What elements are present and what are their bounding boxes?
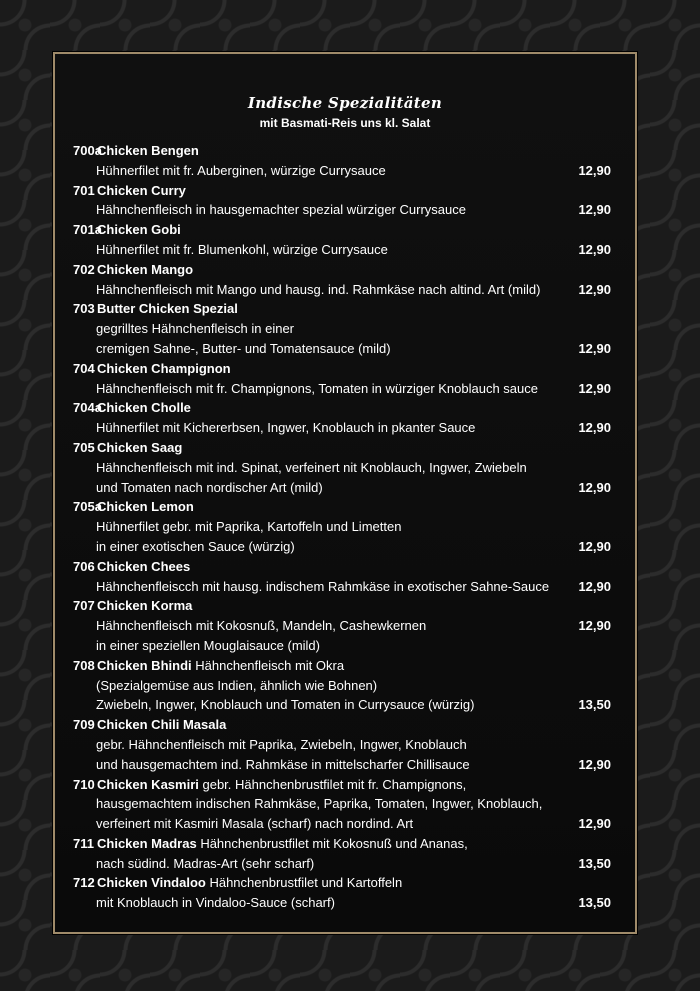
menu-item (73, 596, 613, 655)
item-description: (Spezialgemüse aus Indien, ähnlich wie Bohnen) (96, 677, 378, 693)
menu-item (73, 497, 613, 556)
item-description: gebr. Hähnchenfleisch mit Paprika, Zwiebeln, Ingwer, Knoblauch (96, 736, 467, 752)
item-price: 12,90 (578, 340, 611, 356)
item-header-line (73, 596, 613, 616)
item-description-line (73, 893, 613, 913)
item-description: Hähnchenbrustfilet und Kartoffeln (205, 875, 403, 891)
item-description: mit Knoblauch in Vindaloo-Sauce (scharf) (96, 895, 335, 911)
item-description: Hühnerfilet mit fr. Blumenkohl, würzige Currysauce (96, 241, 388, 257)
item-description-line (73, 319, 613, 339)
item-description-line (73, 616, 613, 636)
item-price: 12,90 (578, 162, 611, 178)
item-number: 703 (73, 301, 95, 317)
item-description: gebr. Hähnchenbrustfilet mit fr. Champignons, (198, 776, 467, 792)
item-header-line (73, 775, 613, 795)
item-number: 705a (73, 499, 102, 515)
item-description: cremigen Sahne-, Butter- und Tomatensauce (mild) (96, 340, 391, 356)
item-description-line (73, 794, 613, 814)
item-description-line (73, 339, 613, 359)
item-price: 12,90 (578, 420, 611, 436)
item-description: Hähnchenfleisch in hausgemachter spezial würziger Currysauce (96, 202, 466, 218)
item-description: gegrilltes Hähnchenfleisch in einer (96, 321, 295, 337)
menu-item (73, 141, 613, 181)
item-description: Hähnchenfleisch mit Mango und hausg. ind. Rahmkäse nach altind. Art (mild) (96, 281, 541, 297)
item-number: 711 (73, 835, 94, 851)
item-description-line (73, 240, 613, 260)
item-description-line (73, 676, 613, 696)
item-name: Chicken Kasmiri (97, 776, 199, 792)
item-description-line (73, 478, 613, 498)
item-description-line (73, 854, 613, 874)
item-header-line (73, 557, 613, 577)
item-name: Chicken Cholle (97, 400, 191, 416)
item-number: 700a (73, 143, 102, 158)
item-description: Hähnchenfleiscch mit hausg. indischem Rahmkäse in exotischer Sahne-Sauce (96, 578, 550, 594)
item-number: 701 (73, 182, 95, 198)
item-name: Chicken Gobi (97, 222, 181, 238)
menu-item (73, 181, 613, 221)
item-number: 702 (73, 261, 95, 277)
item-description: Hähnchenfleisch mit ind. Spinat, verfeinert nit Knoblauch, Ingwer, Zwiebeln (96, 459, 527, 475)
menu-item (73, 299, 613, 358)
item-header-line (73, 438, 613, 458)
item-number: 705 (73, 439, 95, 455)
menu-item (73, 220, 613, 260)
item-price: 12,90 (578, 578, 611, 594)
item-number: 709 (73, 717, 95, 733)
menu-list (73, 141, 613, 913)
item-name: Chicken Korma (97, 598, 193, 614)
item-description: in einer speziellen Mouglaisauce (mild) (96, 637, 320, 653)
item-price: 12,90 (578, 241, 611, 257)
item-number: 704a (73, 400, 102, 416)
item-description: Hühnerfilet gebr. mit Paprika, Kartoffeln und Limetten (96, 519, 402, 535)
item-header-line (73, 656, 613, 676)
menu-title: Indische Spezialitäten (247, 94, 443, 112)
item-price: 12,90 (578, 380, 611, 396)
item-number: 701a (73, 222, 102, 238)
item-description-line (73, 735, 613, 755)
item-name: Chicken Curry (97, 182, 186, 198)
menu-item (73, 834, 613, 874)
item-price: 12,90 (578, 618, 611, 634)
item-header-line (73, 260, 613, 280)
item-description: hausgemachtem indischen Rahmkäse, Paprika, Tomaten, Ingwer, Knoblauch, (96, 796, 543, 812)
item-name: Chicken Bengen (97, 143, 199, 158)
item-price: 13,50 (578, 697, 611, 713)
menu-item (73, 557, 613, 597)
item-name: Chicken Lemon (97, 499, 194, 515)
item-description: verfeinert mit Kasmiri Masala (scharf) nach nordind. Art (96, 816, 414, 832)
item-header-line (73, 873, 613, 893)
item-description-line (73, 577, 613, 597)
item-number: 710 (73, 776, 95, 792)
item-price: 12,90 (578, 538, 611, 554)
item-number: 712 (73, 875, 95, 891)
item-price: 12,90 (578, 816, 611, 832)
item-header-line (73, 497, 613, 517)
item-price: 13,50 (578, 855, 611, 871)
item-header-line (73, 398, 613, 418)
item-header-line (73, 299, 613, 319)
item-name: Chicken Vindaloo (97, 875, 206, 891)
item-header-line (73, 834, 613, 854)
item-header-line (73, 220, 613, 240)
item-description-line (73, 636, 613, 656)
item-description: Hähnchenfleisch mit Kokosnuß, Mandeln, Cashewkernen (96, 618, 427, 634)
menu-subtitle: mit Basmati-Reis uns kl. Salat (259, 116, 431, 130)
menu-item (73, 260, 613, 300)
item-price: 13,50 (578, 895, 611, 911)
item-description: und Tomaten nach nordischer Art (mild) (96, 479, 323, 495)
item-name: Chicken Chees (97, 558, 191, 574)
menu-item (73, 715, 613, 774)
menu-item (73, 438, 613, 497)
item-description: in einer exotischen Sauce (würzig) (96, 538, 295, 554)
item-name: Chicken Chili Masala (97, 717, 227, 733)
item-description-line (73, 458, 613, 478)
item-description: Hühnerfilet mit Kichererbsen, Ingwer, Knoblauch in pkanter Sauce (96, 420, 476, 436)
item-name: Chicken Madras (97, 835, 197, 851)
item-description: und hausgemachtem ind. Rahmkäse in mittelscharfer Chillisauce (96, 756, 470, 772)
menu-panel (53, 52, 637, 934)
menu-item (73, 359, 613, 399)
item-price: 12,90 (578, 202, 611, 218)
item-header-line (73, 359, 613, 379)
item-description-line (73, 418, 613, 438)
item-description: Hähnchenbrustfilet mit Kokosnuß und Ananas, (196, 835, 468, 851)
item-description: nach südind. Madras-Art (sehr scharf) (96, 855, 315, 871)
item-price: 12,90 (578, 756, 611, 772)
item-description: Hähnchenfleisch mit fr. Champignons, Tomaten in würziger Knoblauch sauce (96, 380, 538, 396)
item-description-line (73, 517, 613, 537)
menu-item (73, 873, 613, 913)
item-header-line (73, 141, 613, 161)
item-price: 12,90 (578, 281, 611, 297)
item-number: 708 (73, 657, 95, 673)
item-header-line (73, 181, 613, 201)
item-price: 12,90 (578, 479, 611, 495)
item-header-line (73, 715, 613, 735)
item-description-line (73, 814, 613, 834)
menu-item (73, 656, 613, 715)
item-name: Chicken Champignon (97, 360, 231, 376)
item-description: Hähnchenfleisch mit Okra (191, 657, 345, 673)
item-description-line (73, 280, 613, 300)
item-number: 704 (73, 360, 95, 376)
item-name: Chicken Mango (97, 261, 194, 277)
item-description-line (73, 755, 613, 775)
item-description: Hühnerfilet mit fr. Auberginen, würzige Currysauce (96, 162, 386, 178)
item-name: Chicken Bhindi (97, 657, 192, 673)
item-name: Chicken Saag (97, 439, 183, 455)
item-description-line (73, 695, 613, 715)
menu-item (73, 398, 613, 438)
item-description-line (73, 379, 613, 399)
item-number: 707 (73, 598, 95, 614)
menu-item (73, 775, 613, 834)
item-number: 706 (73, 558, 95, 574)
item-description-line (73, 537, 613, 557)
item-description: Zwiebeln, Ingwer, Knoblauch und Tomaten in Currysauce (würzig) (96, 697, 475, 713)
item-description-line (73, 161, 613, 181)
item-description-line (73, 200, 613, 220)
item-name: Butter Chicken Spezial (97, 301, 238, 317)
